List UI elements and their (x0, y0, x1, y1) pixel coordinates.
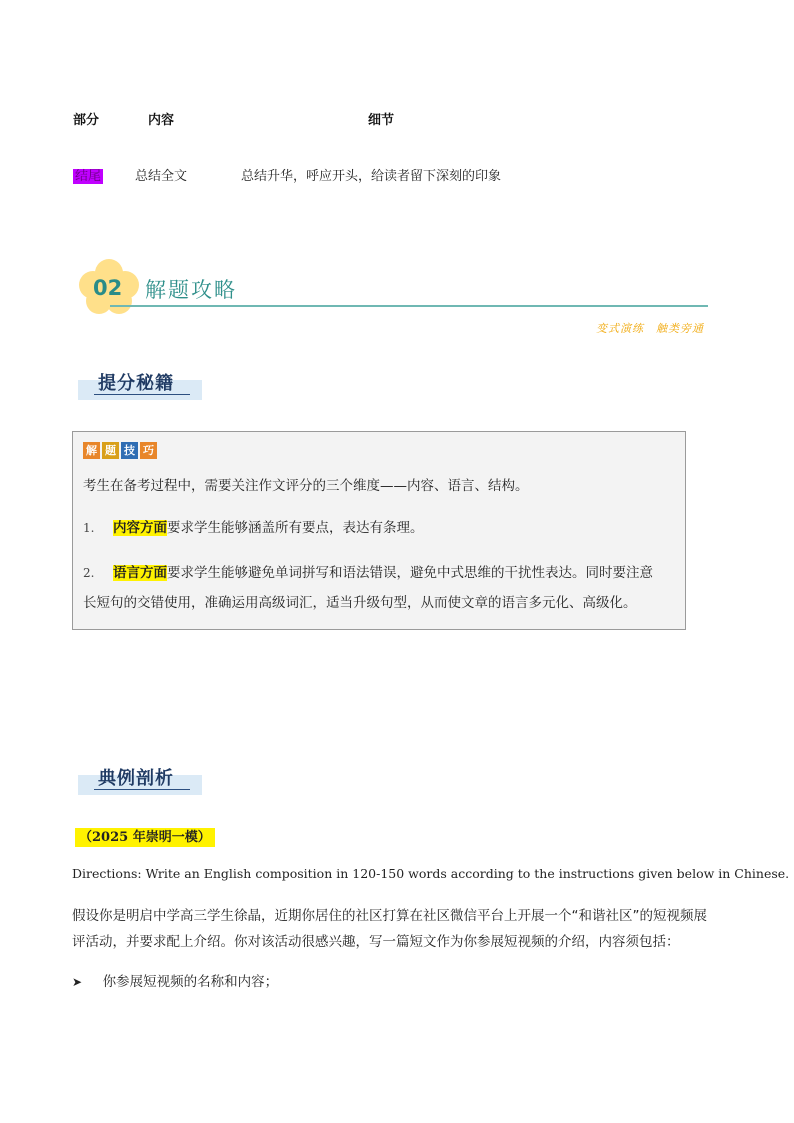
section-divider (110, 305, 708, 307)
tips-item-2-cont: 长短句的交错使用，准确运用高级词汇，适当升级句型，从而使文章的语言多元化、高级化。 (83, 595, 637, 611)
section-subtitle: 变式演练 触类旁通 (596, 322, 704, 335)
banner-tips-label: 提分秘籍 (98, 373, 174, 394)
arrow-bullet-icon: ➤ (72, 975, 83, 989)
section-title: 解题攻略 (145, 278, 237, 302)
table-header-detail: 细节 (368, 113, 395, 128)
table-cell-detail: 总结升华，呼应开头，给读者留下深刻的印象 (241, 169, 502, 184)
tips-item-1 (83, 516, 424, 536)
table-cell-content: 总结全文 (135, 169, 188, 184)
item-number: 1. (83, 521, 95, 535)
table-header-part: 部分 (73, 113, 100, 128)
item-number: 2. (83, 566, 95, 580)
bullet-text: 你参展短视频的名称和内容； (102, 974, 279, 990)
part-label: 结尾 (75, 169, 102, 184)
tips-intro: 考生在备考过程中，需要关注作文评分的三个维度——内容、语言、结构。 (83, 478, 529, 494)
example-bullet-1 (72, 969, 278, 995)
item-text: 要求学生能够避免单词拼写和语法错误，避免中式思维的干扰性表达。同时要注意 (167, 565, 654, 581)
tips-item-2 (83, 561, 653, 581)
banner-example-label: 典例剖析 (98, 768, 174, 789)
badge-char: 解 (83, 442, 100, 459)
example-directions: Directions: Write an English composition in 120-150 words according to the instructions given below in Chinese. (72, 866, 790, 881)
example-source-label: （2025 年崇明一模） (75, 828, 215, 847)
item-key: 语言方面 (113, 565, 168, 581)
banner-example (78, 767, 202, 793)
badge-char: 技 (121, 442, 138, 459)
banner-tips (78, 372, 202, 398)
table-cell-part (73, 165, 103, 184)
item-text: 要求学生能够涵盖所有要点，表达有条理。 (167, 520, 424, 536)
tips-badge-group (83, 439, 159, 459)
tips-box (72, 431, 686, 630)
badge-char: 巧 (140, 442, 157, 459)
table-header-content: 内容 (148, 113, 175, 128)
example-prompt-line2: 评活动，并要求配上介绍。你对该活动很感兴趣，写一篇短文作为你参展短视频的介绍，内容须包括： (72, 934, 680, 950)
example-prompt-line1: 假设你是明启中学高三学生徐晶，近期你居住的社区打算在社区微信平台上开展一个“和谐社区”的短视频展 (72, 908, 707, 924)
example-source (75, 826, 215, 845)
item-key: 内容方面 (113, 520, 168, 536)
section-number: 02 (93, 276, 123, 300)
badge-char: 题 (102, 442, 119, 459)
